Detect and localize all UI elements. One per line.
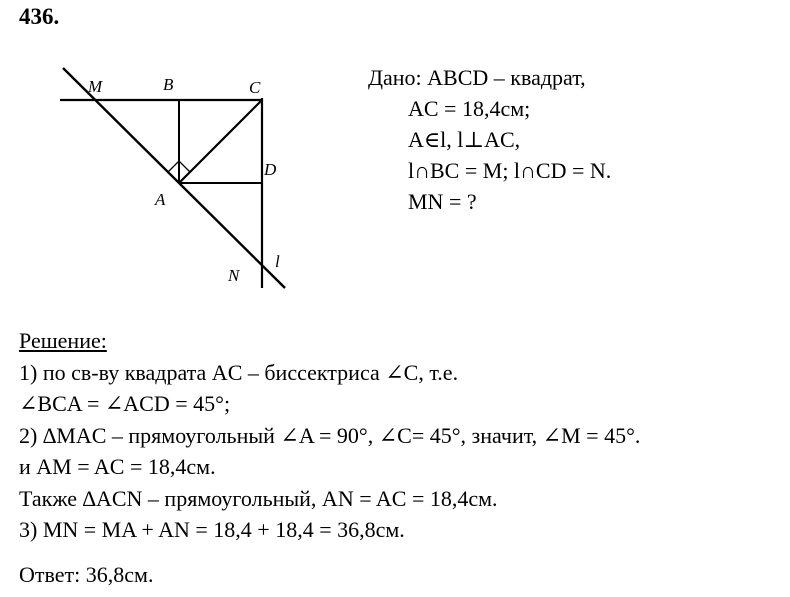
given-line-1: Дано: ABCD – квадрат, [368,65,586,90]
geometry-figure [55,62,295,297]
label-m: M [88,77,103,96]
problem-number: 436. [19,4,60,29]
label-d: D [264,160,277,179]
solution-heading: Решение: [19,328,107,353]
solution-block [19,325,640,546]
diagonal-ac [179,101,261,183]
label-a: A [155,190,166,209]
solution-line-4: и AM = AC = 18,4см. [19,454,216,479]
given-line-2: AC = 18,4см; [408,96,531,121]
label-n: N [228,266,240,285]
solution-line-2: ∠BCA = ∠ACD = 45°; [19,391,231,416]
label-l: l [275,252,280,271]
given-line-5: MN = ? [408,189,477,214]
solution-line-1: 1) по св-ву квадрата AC – биссектриса ∠C, т.е. [19,359,459,385]
answer: Ответ: 36,8см. [19,562,154,587]
given-line-3: A∈l, l⊥AC, [408,127,521,152]
label-c: C [249,78,261,97]
given-block [368,62,611,217]
solution-line-3: 2) ∆MAC – прямоугольный ∠A = 90°, ∠C= 45°, значит, ∠M = 45°. [19,422,641,448]
label-b: B [163,75,174,94]
solution-line-6: 3) MN = MA + AN = 18,4 + 18,4 = 36,8см. [19,517,405,542]
solution-line-5: Также ∆ACN – прямоугольный, AN = AC = 18,4см. [19,485,498,511]
given-line-4: l∩BC = M; l∩CD = N. [408,158,612,183]
